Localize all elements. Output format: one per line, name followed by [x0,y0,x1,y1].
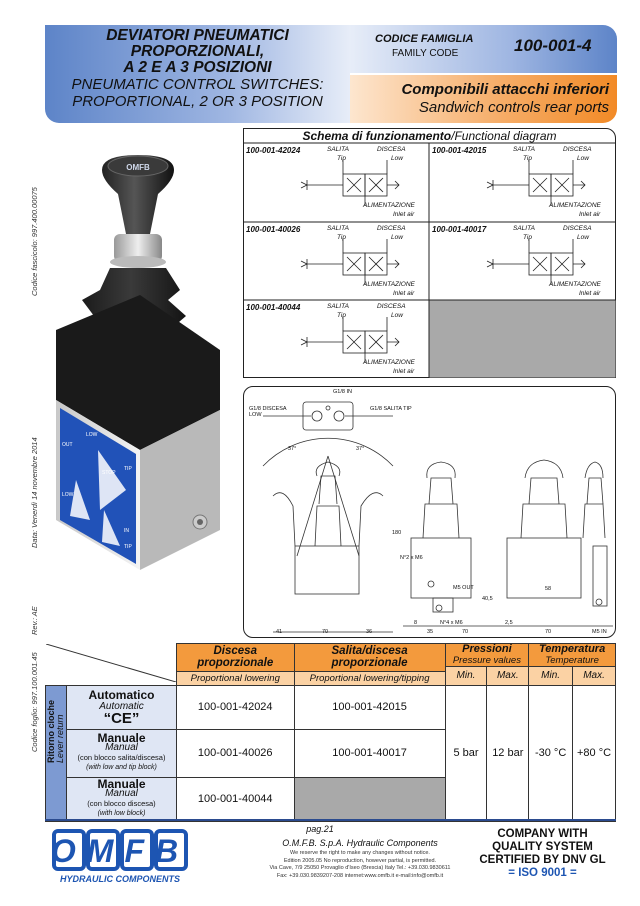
plate-label-low-2: LOW [62,492,74,498]
cert-line-3: CERTIFIED BY DNV GL [479,854,606,866]
valve-symbol [243,223,429,301]
cell-tip: Tip [337,155,346,162]
cell-code: 100-001-42015 [432,146,487,155]
cert-line-1: COMPANY WITH [497,828,588,840]
company-info [240,850,480,880]
diagram-cell [429,223,615,301]
cell-40026: 100-001-40026 [176,729,294,777]
dim-8: 8 [414,620,418,626]
press-min: 5 bar [445,685,487,821]
dim-m5-out: M5 OUT [453,585,474,591]
page-number: pag.21 [306,824,334,834]
temp-min-label: Min. [529,667,573,686]
diagram-cell [429,144,615,222]
press-max: 12 bar [487,685,529,821]
cell-salita: SALITA [327,225,349,232]
cell-tip: Tip [523,155,532,162]
cell-alim: ALIMENTAZIONE [549,202,601,209]
row-2-note: (with low block) [97,810,146,817]
side-header [46,685,67,821]
company-info-2: Edition 2005.05 No reproduction, however partial, is permitted. [283,857,437,864]
label-port-tip: G1/8 SALITA TIP [370,406,412,412]
diagram-title-it: Schema di funzionamento [302,129,452,143]
cell-code: 100-001-40017 [432,225,487,234]
cell-discesa: DISCESA [377,146,406,153]
company-info-1: We reserve the right to make any changes without notice. [290,850,430,856]
cell-40044: 100-001-40044 [176,777,294,821]
cell-empty [294,777,445,821]
dim-180: 180 [392,530,402,536]
cell-42024: 100-001-42024 [176,685,294,729]
cell-alim: ALIMENTAZIONE [363,359,415,366]
cell-low: Low [391,312,403,319]
row-2-it: Manuale [97,777,146,791]
cell-alim: ALIMENTAZIONE [363,202,415,209]
press-max-label: Max. [487,667,529,686]
cell-salita: SALITA [327,146,349,153]
cell-low: Low [577,155,589,162]
cell-salita: SALITA [513,225,535,232]
title-it-1: DEVIATORI PNEUMATICI [106,27,289,44]
cert-line-2: QUALITY SYSTEM [492,841,593,853]
plate-label-stop: STOP [102,470,116,476]
row-manuale-1 [67,729,177,777]
cell-salita: SALITA [513,146,535,153]
company-info-4: Fax: +39.030.9839207-208 internet:www.omfb.it e-mail:info@omfb.it [276,872,444,879]
subtitle-en: Sandwich controls rear ports [418,99,609,116]
cell-code: 100-001-40044 [246,303,301,312]
title-en-1: PNEUMATIC CONTROL SWITCHES: [71,76,324,93]
side-code-foglio: Codice foglio: 997.100.001.45 [30,652,39,752]
cell-inlet: Inlet air [579,211,601,218]
col-press-it: Pressioni [462,643,512,655]
col-temp-en: Temperature [545,655,599,666]
title-en-2: PROPORTIONAL, 2 OR 3 POSITION [72,93,323,110]
col-salita-header: Salita/discesa proporzionale [294,644,445,672]
row-1-extra: (con blocco salita/discesa) [77,753,166,762]
dim-35: 35 [427,629,434,635]
plate-label-in: IN [124,528,129,534]
plate-label-out: OUT [62,442,73,448]
dim-58: 58 [545,586,552,592]
dim-n2-m6: N°2 x M6 [400,555,423,561]
col-temp-it: Temperatura [538,643,606,655]
cell-salita: SALITA [327,303,349,310]
diagram-cell [243,144,429,222]
side-code-rev: Rev.: AE [30,606,39,635]
cell-discesa: DISCESA [563,146,592,153]
row-2-extra: (con blocco discesa) [87,799,156,808]
cell-inlet: Inlet air [579,290,601,297]
col-press-en: Pressure values [452,655,521,666]
diagram-cell [243,223,429,301]
dim-70-c: 70 [545,629,552,635]
cell-low: Low [391,234,403,241]
company-name: O.M.F.B. S.p.A. Hydraulic Components [282,838,438,848]
logo-text: OMFB [50,833,190,869]
plate-label-low: LOW [86,432,98,438]
row-1-en: Manual [105,742,138,753]
row-automatico [67,685,177,729]
valve-symbol [429,144,615,222]
diagram-cell [243,301,429,379]
cell-discesa: DISCESA [563,225,592,232]
row-manuale-2 [67,777,177,821]
dim-41: 41 [276,629,283,635]
side-header-en: Lever return [55,714,65,763]
valve-symbol [243,301,429,379]
plate-label-tip: TIP [124,466,132,472]
temp-min: -30 °C [529,685,573,821]
cell-code: 100-001-42024 [246,146,301,155]
cell-low: Low [391,155,403,162]
plate-label-tip-2: TIP [124,544,132,550]
row-2-en: Manual [105,788,138,799]
subtitle-block [350,75,617,123]
temp-max-label: Max. [573,667,616,686]
label-angle-left: 37° [288,446,297,452]
label-angle-right: 37° [356,446,365,452]
cell-alim: ALIMENTAZIONE [549,281,601,288]
certification [470,828,615,880]
cell-inlet: Inlet air [393,368,415,375]
subtitle-it: Componibili attacchi inferiori [401,81,609,98]
cell-discesa: DISCESA [377,303,406,310]
row-1-it: Manuale [97,731,146,745]
cell-tip: Tip [337,312,346,319]
press-min-label: Min. [445,667,487,686]
row-0-ce: “CE” [103,710,140,727]
header-title-block [45,25,350,123]
label-port-in: G1/8 IN [333,389,352,395]
knob-logo: OMFB [126,163,150,172]
side-code-data: Data: Venerdì 14 novembre 2014 [30,437,39,548]
empty-cell [430,301,616,378]
dim-70-b: 70 [462,629,469,635]
row-0-en: Automatic [99,701,144,712]
cert-iso: = ISO 9001 = [508,867,577,879]
temp-max: +80 °C [573,685,616,821]
cell-inlet: Inlet air [393,211,415,218]
cell-inlet: Inlet air [393,290,415,297]
family-label-it: CODICE FAMIGLIA [375,33,474,45]
side-header-it: Ritorno cloche [46,699,56,763]
cell-discesa: DISCESA [377,225,406,232]
family-code: 100-001-4 [514,36,592,55]
col-press-header [445,644,529,667]
col-discesa-en: Proportional lowering [176,671,294,685]
dim-36: 36 [366,629,373,635]
device-illustration [40,150,240,590]
dim-m5-in: M5 IN [592,629,607,635]
family-label-en: FAMILY CODE [392,48,459,59]
cell-code: 100-001-40026 [246,225,301,234]
col-salita-en: Proportional lowering/tipping [294,671,445,685]
logo-subtext: HYDRAULIC COMPONENTS [59,874,181,884]
title-it-2: PROPORZIONALI, [130,43,265,60]
dim-n4-m6: N°4 x M6 [440,620,463,626]
cell-low: Low [577,234,589,241]
label-port-low: G1/8 DISCESA LOW [249,406,287,418]
dim-40-5: 40,5 [482,596,493,602]
row-0-it: Automatico [88,688,155,702]
cell-alim: ALIMENTAZIONE [363,281,415,288]
row-1-note: (with low and tip block) [86,764,157,771]
cell-42015: 100-001-42015 [294,685,445,729]
side-code-fascicolo: Codice fascicolo: 997.400.00075 [30,187,39,296]
cell-40017: 100-001-40017 [294,729,445,777]
diagram-title-en: /Functional diagram [451,129,557,143]
dim-70-a: 70 [322,629,329,635]
dimension-drawing [243,386,616,638]
omfb-logo [50,828,200,886]
footer-divider [45,819,616,821]
table-corner [46,644,177,686]
company-info-3: Via Cave, 7/9 25050 Provaglio d'Iseo (Brescia) Italy Tel.: +39.030.9830611 [269,865,451,871]
valve-symbol [243,144,429,222]
title-it-3: A 2 E A 3 POSIZIONI [123,59,272,76]
product-table [45,643,616,815]
col-temp-header [529,644,616,667]
valve-symbol [429,223,615,301]
cell-tip: Tip [523,234,532,241]
dim-2-5: 2,5 [505,620,513,626]
cell-tip: Tip [337,234,346,241]
col-discesa-header: Discesa proporzionale [176,644,294,672]
